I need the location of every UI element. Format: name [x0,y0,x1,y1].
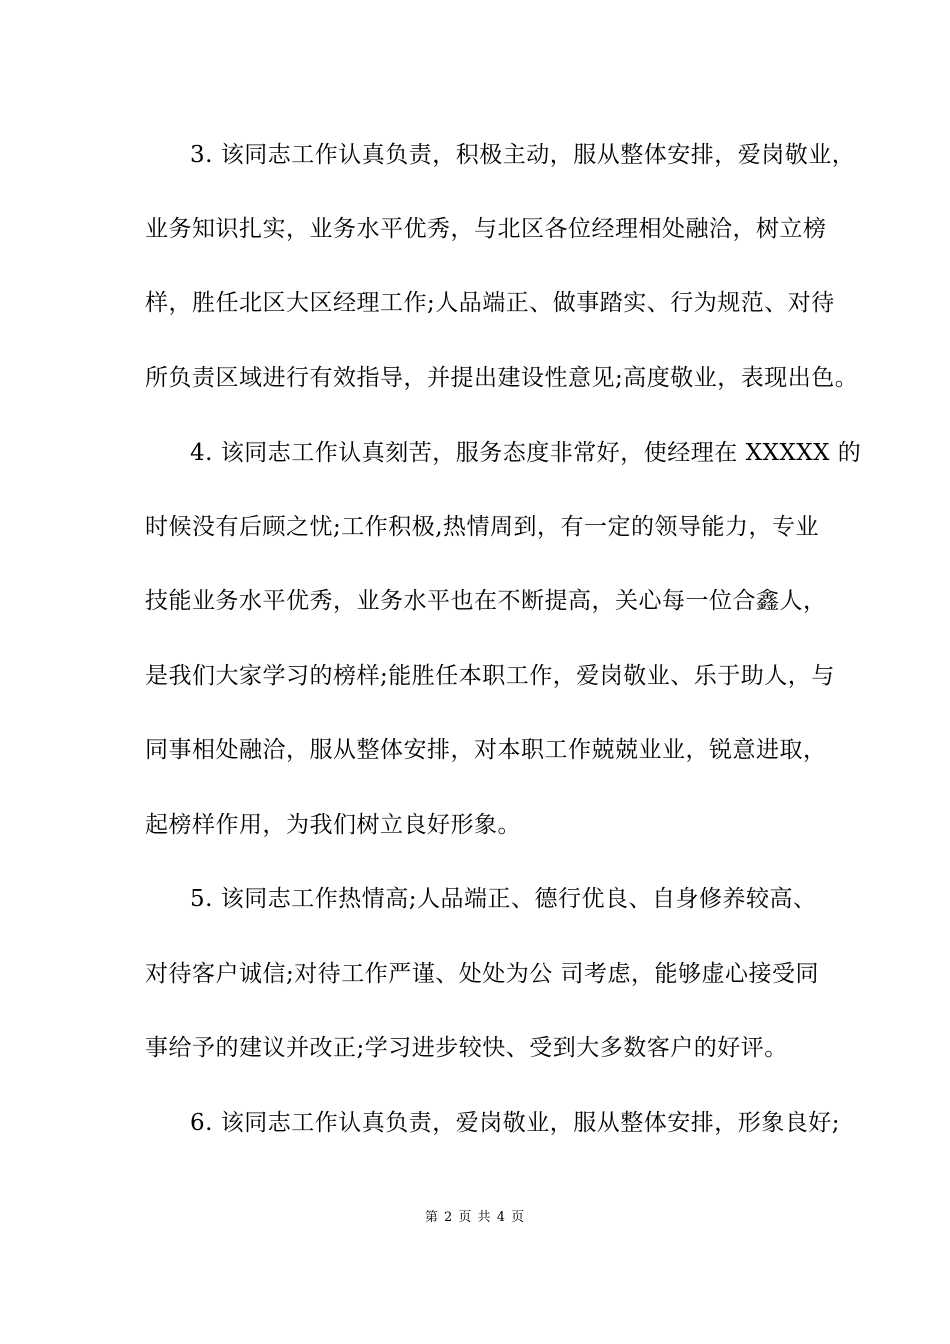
paragraph-4-line-4: 是我们大家学习的榜样;能胜任本职工作，爱岗敬业、乐于助人，与 [145,663,835,689]
paragraph-5-line-1: 5. 该同志工作热情高;人品端正、德行优良、自身修养较高、 [190,886,817,912]
paragraph-5-line-3: 事给予的建议并改正;学习进步较快、受到大多数客户的好评。 [145,1035,788,1061]
page-number-footer: 第 2 页 共 4 页 [424,1210,526,1225]
paragraph-5-line-2: 对待客户诚信;对待工作严谨、处处为公 司考虑，能够虚心接受同 [145,961,820,987]
paragraph-4-line-1: 4. 该同志工作认真刻苦，服务态度非常好，使经理在 XXXXX 的 [190,440,862,466]
paragraph-4-line-2: 时候没有后顾之忧;工作积极,热情周到，有一定的领导能力，专业 [145,514,820,540]
paragraph-3-line-1: 3. 该同志工作认真负责，积极主动，服从整体安排，爱岗敬业， [190,142,856,168]
paragraph-6-line-1: 6. 该同志工作认真负责，爱岗敬业，服从整体安排，形象良好; [190,1110,841,1136]
paragraph-4-line-6: 起榜样作用，为我们树立良好形象。 [145,812,521,838]
paragraph-3-line-2: 业务知识扎实，业务水平优秀，与北区各位经理相处融洽，树立榜 [145,216,827,242]
paragraph-4-line-5: 同事相处融洽，服从整体安排，对本职工作兢兢业业，锐意进取， [145,737,827,763]
paragraph-4-line-3: 技能业务水平优秀，业务水平也在不断提高，关心每一位合鑫人， [145,588,827,614]
paragraph-3-line-4: 所负责区域进行有效指导，并提出建设性意见;高度敬业，表现出色。 [145,365,859,391]
paragraph-3-line-3: 样，胜任北区大区经理工作;人品端正、做事踏实、行为规范、对待 [145,290,835,316]
